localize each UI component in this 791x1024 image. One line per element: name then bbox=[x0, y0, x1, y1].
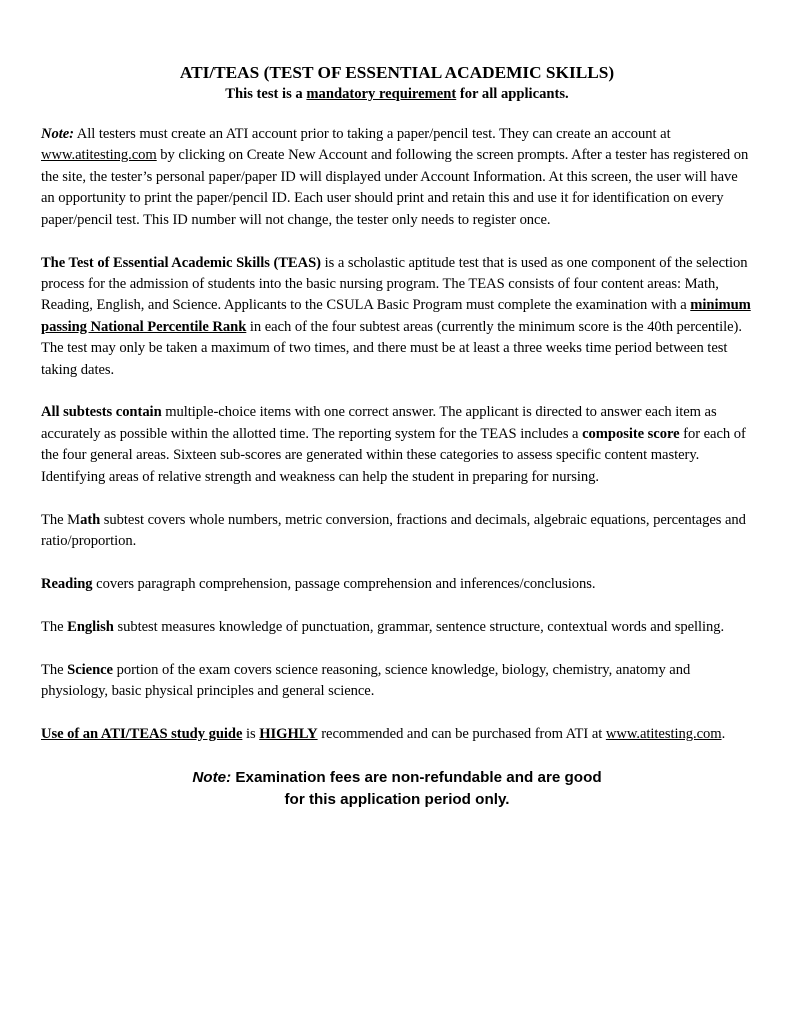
study-guide-term: Use of an ATI/TEAS study guide bbox=[41, 726, 243, 743]
note-label: Note: bbox=[41, 126, 74, 142]
note-text-1: All testers must create an ATI account prior to taking a paper/pencil test. They can create an account at bbox=[73, 126, 671, 142]
english-bold: English bbox=[67, 618, 114, 635]
teas-text-2: in each of the four subtest areas (currently the minimum score is the 40th percentile). The test may only be taken a maximum of two times, and there must be at least a three weeks time period between test taking dates. bbox=[41, 318, 742, 378]
fees-note-text-1: Examination fees are non-refundable and are good bbox=[231, 768, 602, 786]
teas-lead: The Test of Essential Academic Skills (TEAS) bbox=[41, 254, 321, 271]
study-mid: is bbox=[242, 726, 260, 743]
study-end: . bbox=[721, 726, 726, 743]
fees-note-label: Note: bbox=[192, 768, 232, 786]
reading-bold: Reading bbox=[41, 575, 93, 592]
science-text: portion of the exam covers science reasoning, science knowledge, biology, chemistry, anatomy and physiology, basic physical principles and general science. bbox=[41, 661, 691, 700]
subtests-lead: All subtests contain bbox=[41, 404, 162, 421]
reading-text: covers paragraph comprehension, passage comprehension and inferences/conclusions. bbox=[92, 575, 596, 592]
science-pre: The bbox=[41, 661, 68, 678]
subtitle-post: for all applicants. bbox=[456, 86, 569, 102]
science-paragraph bbox=[41, 660, 753, 703]
math-pre: The M bbox=[41, 511, 81, 528]
teas-text-1: is a scholastic aptitude test that is used as one component of the selection process for the admission of students into the basic nursing program. The TEAS consists of four content areas: Math, Reading, English, and Science. Applicants to the CSULA Basic Program must complete the examination with a bbox=[41, 254, 748, 314]
math-text: subtest covers whole numbers, metric conversion, fractions and decimals, algebraic equations, percentages and ratio/proportion. bbox=[41, 511, 746, 549]
english-pre: The bbox=[41, 618, 68, 635]
study-text: recommended and can be purchased from ATI at bbox=[317, 726, 606, 743]
subtests-text-1: multiple-choice items with one correct answer. The applicant is directed to answer each item as accurately as possible within the allotted time. The reporting system for the TEAS includes a bbox=[41, 404, 717, 442]
fees-note-line-2: for this application period only. bbox=[284, 790, 510, 808]
highly-term: HIGHLY bbox=[259, 726, 318, 743]
page-title: ATI/TEAS (TEST OF ESSENTIAL ACADEMIC SKILLS) bbox=[179, 63, 615, 82]
science-bold: Science bbox=[67, 661, 113, 678]
note-paragraph bbox=[41, 124, 753, 231]
ati-link[interactable]: www.atitesting.com bbox=[41, 147, 157, 164]
english-text: subtest measures knowledge of punctuation, grammar, sentence structure, contextual words and spelling. bbox=[113, 618, 725, 635]
math-bold: ath bbox=[80, 511, 101, 528]
subtests-paragraph bbox=[41, 402, 753, 488]
note-text-2: by clicking on Create New Account and following the screen prompts. After a tester has registered on the site, the tester’s personal paper/paper ID will displayed under Account Information. At this screen, the user will have an opportunity to print the paper/pencil ID. Each user should print and retain this and use it for identification on every paper/pencil test. This ID number will not change, the tester only needs to register once. bbox=[41, 147, 749, 228]
composite-score-term: composite score bbox=[582, 425, 680, 442]
subtitle-underlined: mandatory requirement bbox=[306, 86, 457, 102]
fees-note-line-1 bbox=[41, 767, 753, 789]
math-paragraph bbox=[41, 510, 753, 553]
subtests-text-2: for each of the four general areas. Sixteen sub-scores are generated within these categories to assess specific content mastery. Identifying areas of relative strength and weakness can help the student in preparing for nursing. bbox=[41, 425, 746, 485]
study-guide-paragraph bbox=[41, 724, 753, 745]
teas-paragraph bbox=[41, 253, 753, 381]
subtitle-pre: This test is a bbox=[225, 86, 307, 102]
page-subtitle bbox=[41, 84, 753, 104]
fees-note bbox=[41, 767, 753, 811]
ati-link-2[interactable]: www.atitesting.com bbox=[605, 726, 722, 743]
teas-rank-term: minimum passing National Percentile Rank bbox=[41, 297, 751, 335]
reading-paragraph bbox=[41, 574, 753, 595]
english-paragraph bbox=[41, 617, 753, 638]
document-page bbox=[41, 62, 753, 811]
